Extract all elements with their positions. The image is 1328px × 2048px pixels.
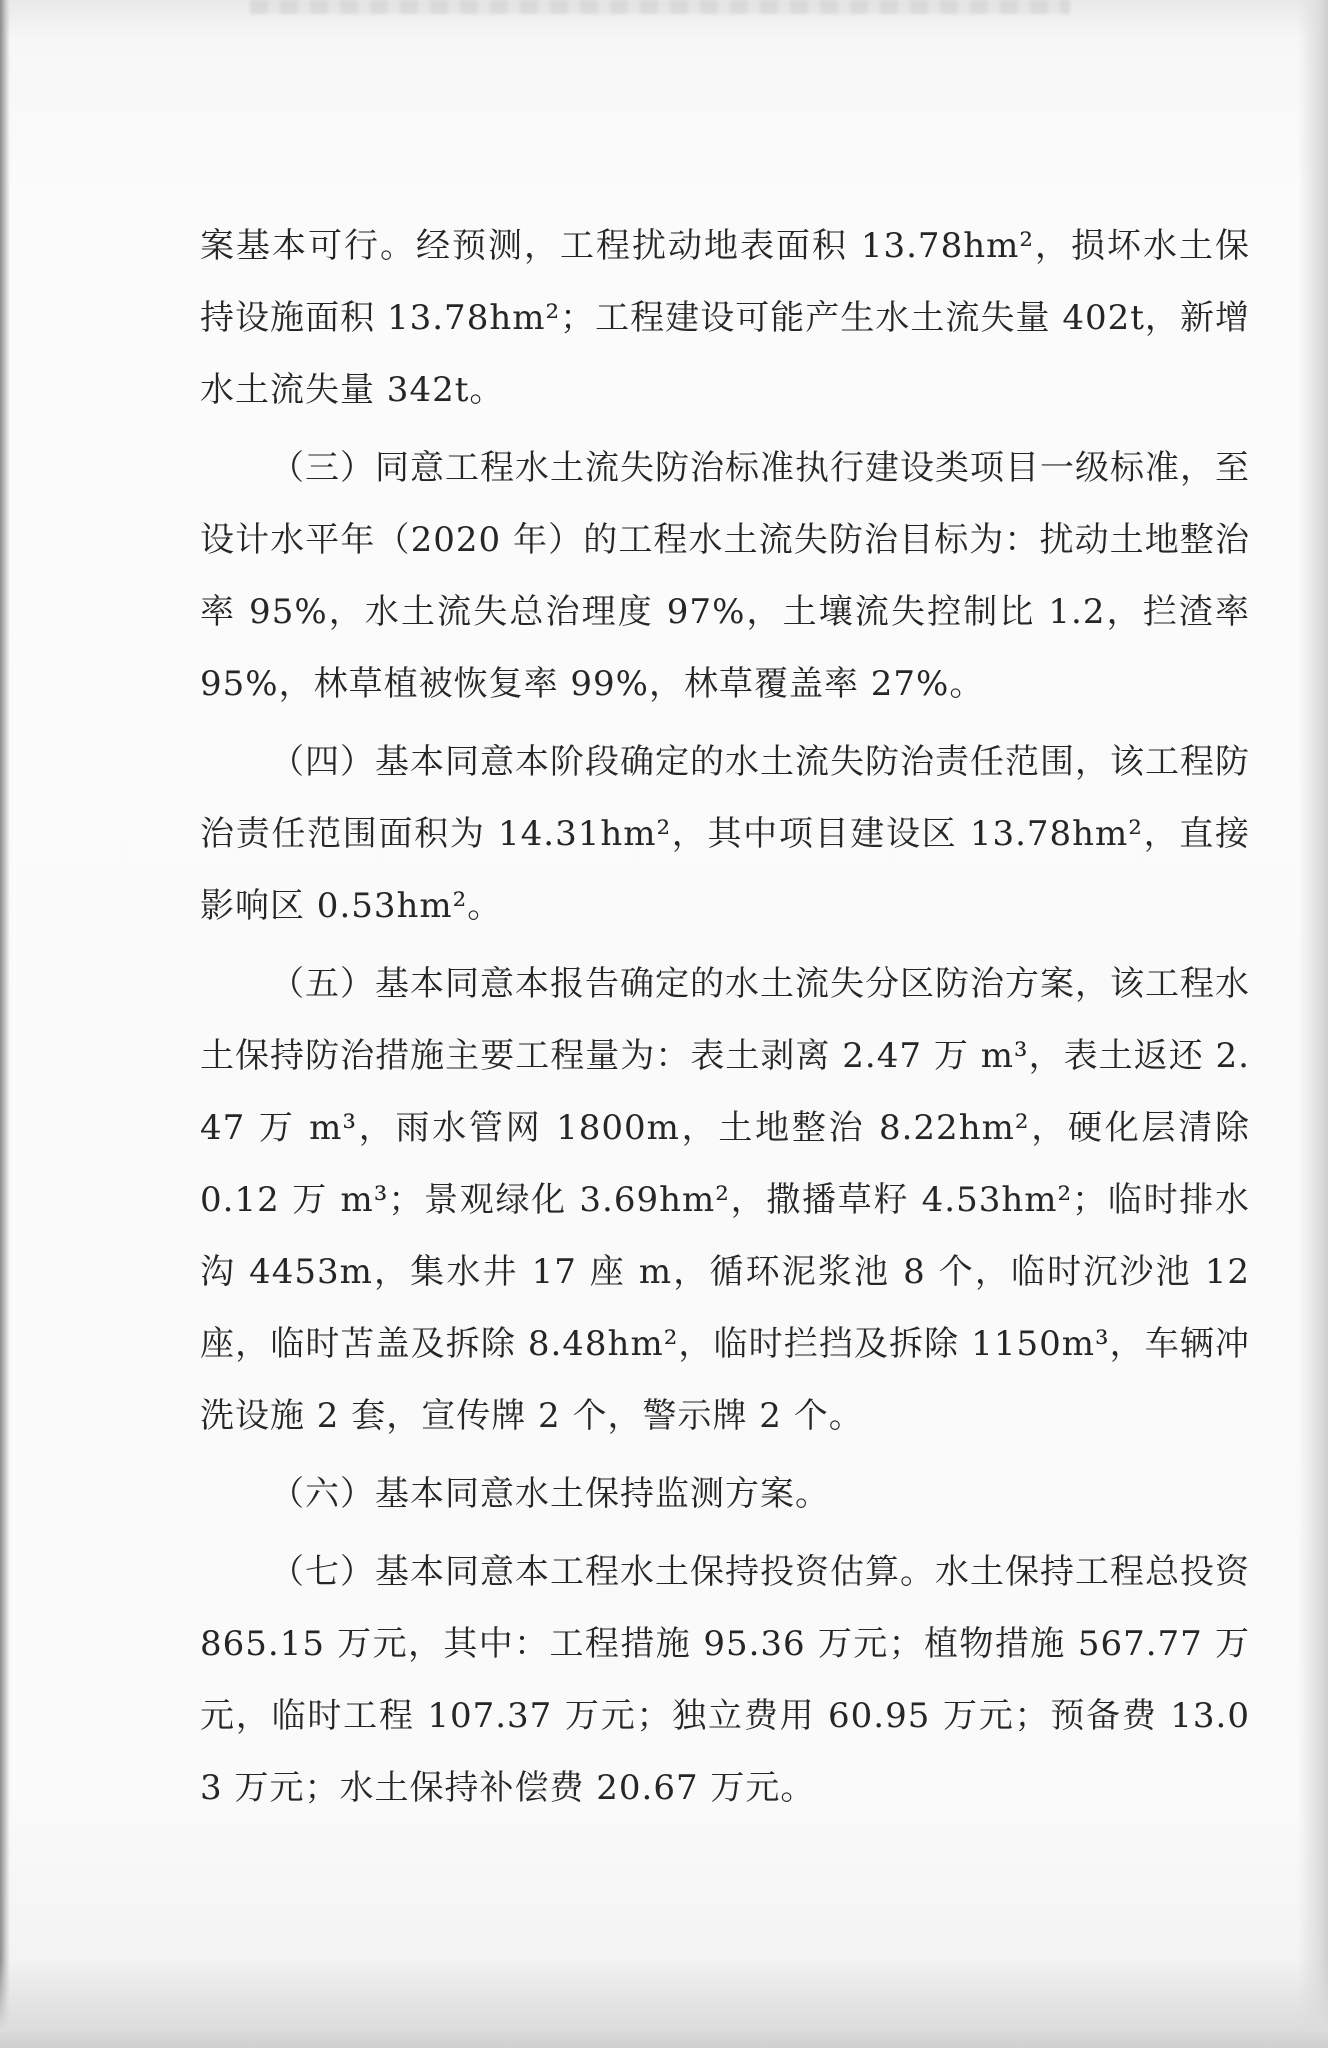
- page-bottom-shadow: [0, 1958, 1328, 2048]
- top-bleed-through: [250, 0, 1070, 14]
- paragraph-item-4: （四）基本同意本阶段确定的水土流失防治责任范围，该工程防治责任范围面积为 14.31hm²，其中项目建设区 13.78hm²，直接影响区 0.53hm²。: [200, 742, 1250, 926]
- paragraph-item-7: （七）基本同意本工程水土保持投资估算。水土保持工程总投资 865.15 万元，其中：工程措施 95.36 万元；植物措施 567.77 万元，临时工程 107.37 万元；独立费用 60.95 万元；预备费 13.03 万元；水土保持补偿费 20.67 万元。: [200, 1552, 1250, 1808]
- paragraph-continuation: 案基本可行。经预测，工程扰动地表面积 13.78hm²，损坏水土保持设施面积 13.78hm²；工程建设可能产生水土流失量 402t，新增水土流失量 342t。: [200, 226, 1250, 410]
- page-left-edge: [0, 0, 10, 2048]
- page-right-edge: [1298, 0, 1328, 2048]
- paragraph-item-5: （五）基本同意本报告确定的水土流失分区防治方案，该工程水土保持防治措施主要工程量为：表土剥离 2.47 万 m³，表土返还 2.47 万 m³，雨水管网 1800m，土地整治 8.22hm²，硬化层清除 0.12 万 m³；景观绿化 3.69hm²，撒播草籽 4.53hm²；临时排水沟 4453m，集水井 17 座 m，循环泥浆池 8 个，临时沉沙池 12 座，临时苫盖及拆除 8.48hm²，临时拦挡及拆除 1150m³，车辆冲洗设施 2 套，宣传牌 2 个，警示牌 2 个。: [200, 964, 1250, 1436]
- paragraph-item-3: （三）同意工程水土流失防治标准执行建设类项目一级标准，至设计水平年（2020 年）的工程水土流失防治目标为：扰动土地整治率 95%，水土流失总治理度 97%，土壤流失控制比 1.2，拦渣率 95%，林草植被恢复率 99%，林草覆盖率 27%。: [200, 448, 1250, 704]
- document-body: [200, 210, 1250, 1830]
- paragraph-item-6: （六）基本同意水土保持监测方案。: [270, 1474, 830, 1514]
